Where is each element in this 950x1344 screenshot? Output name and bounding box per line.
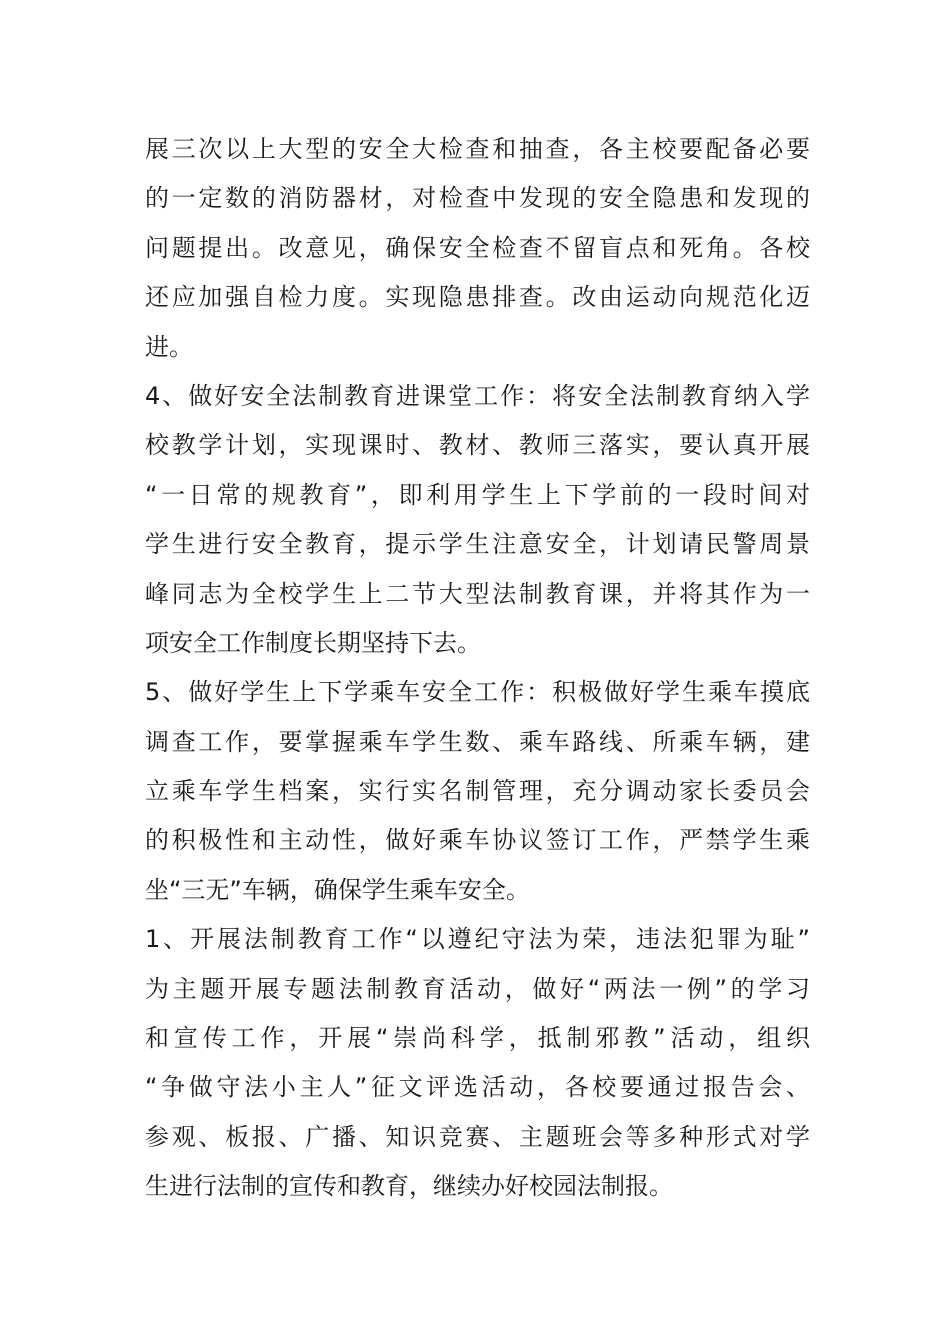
text-line: “一日常的规教育”，即利用学生上下学前的一段时间对 [145,480,810,509]
text-line: 的积极性和主动性，做好乘车协议签订工作，严禁学生乘 [145,826,810,855]
text-line: 学生进行安全教育，提示学生注意安全，计划请民警周景 [145,530,810,559]
text-line: 坐“三无”车辆，确保学生乘车安全。 [145,875,530,904]
text-line: 展三次以上大型的安全大检查和抽查，各主校要配备必要 [145,135,810,163]
text-line: 和宣传工作，开展“崇尚科学，抵制邪教”活动，组织 [145,1024,810,1053]
text-line: 为主题开展专题法制教育活动，做好“两法一例”的学习 [145,974,810,1003]
text-line: 立乘车学生档案，实行实名制管理，充分调动家长委员会 [145,777,810,806]
text-line: 1、开展法制教育工作“以遵纪守法为荣，违法犯罪为耻” [145,925,810,954]
text-line: 问题提出。改意见，确保安全检查不留盲点和死角。各校 [145,233,810,262]
text-line: 进。 [145,332,193,361]
text-line: 5、做好学生上下学乘车安全工作：积极做好学生乘车摸底 [145,678,810,707]
text-line: 生进行法制的宣传和教育，继续办好校园法制报。 [145,1172,673,1201]
text-line: 项安全工作制度长期坚持下去。 [145,628,481,657]
text-line: 还应加强自检力度。实现隐患排查。改由运动向规范化迈 [145,283,810,312]
text-line: 调查工作，要掌握乘车学生数、乘车路线、所乘车辆，建 [145,727,810,756]
text-line: “争做守法小主人”征文评选活动，各校要通过报告会、 [145,1073,810,1102]
text-line: 的一定数的消防器材，对检查中发现的安全隐患和发现的 [145,184,810,213]
text-line: 校教学计划，实现课时、教材、教师三落实，要认真开展 [145,431,810,460]
text-line: 参观、板报、广播、知识竞赛、主题班会等多种形式对学 [145,1122,810,1151]
body-text [145,125,810,1212]
text-line: 4、做好安全法制教育进课堂工作：将安全法制教育纳入学 [145,381,810,410]
text-line: 峰同志为全校学生上二节大型法制教育课，并将其作为一 [145,579,810,608]
